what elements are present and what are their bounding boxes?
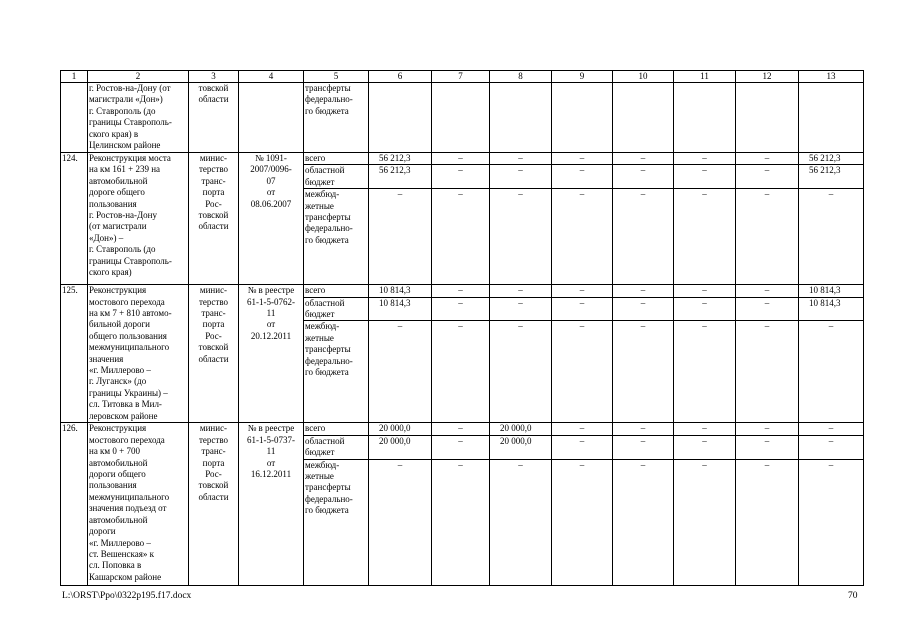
- value-col-6: 20 000,0: [369, 435, 432, 459]
- value-col-11: –: [674, 321, 736, 423]
- cell-value: [432, 83, 490, 153]
- value-col-12: –: [736, 165, 799, 189]
- value-col-7: –: [432, 423, 490, 435]
- object-name: Реконструкция моста на км 161 + 239 на автомобильной дороге общего пользования г. Ростов-на-Дону (от магистрали «Дон») – г. Ставрополь (до границы Ставрополь- ского края): [88, 153, 189, 285]
- value-col-11: –: [674, 423, 736, 435]
- executor: минис- терство транс- порта Рос- товской области: [189, 285, 239, 423]
- value-col-12: –: [736, 321, 799, 423]
- value-col-12: –: [736, 435, 799, 459]
- funding-source: областной бюджет: [304, 165, 369, 189]
- table-row: [61, 153, 864, 165]
- registry-document: № в реестре 61-1-5-0737- 11 от 16.12.2011: [239, 423, 304, 585]
- value-col-12: –: [736, 153, 799, 165]
- table-row: [61, 285, 864, 297]
- value-col-11: –: [674, 189, 736, 285]
- funding-source: межбюд- жетные трансферты федерально- го бюджета: [304, 189, 369, 285]
- col-number-1: 1: [61, 71, 88, 83]
- table-row-continued: [61, 83, 864, 153]
- page-number: 70: [848, 591, 858, 601]
- registry-document: № в реестре 61-1-5-0762- 11 от 20.12.2011: [239, 285, 304, 423]
- funding-source: областной бюджет: [304, 297, 369, 321]
- value-col-8: –: [490, 285, 552, 297]
- value-col-10: –: [613, 435, 674, 459]
- funding-source: всего: [304, 153, 369, 165]
- funding-source: всего: [304, 423, 369, 435]
- value-col-11: –: [674, 459, 736, 585]
- cell-value: [490, 83, 552, 153]
- value-col-13: 56 212,3: [799, 165, 864, 189]
- value-col-8: 20 000,0: [490, 423, 552, 435]
- value-col-9: –: [552, 153, 613, 165]
- col-number-10: 10: [613, 71, 674, 83]
- value-col-9: –: [552, 435, 613, 459]
- cell-source: трансферты федерально- го бюджета: [304, 83, 369, 153]
- value-col-12: –: [736, 423, 799, 435]
- col-number-12: 12: [736, 71, 799, 83]
- col-number-6: 6: [369, 71, 432, 83]
- value-col-6: 10 814,3: [369, 285, 432, 297]
- column-number-row: [61, 71, 864, 83]
- object-name: Реконструкция мостового перехода на км 0 + 700 автомобильной дороги общего пользования межмуниципального значения подъезд от автомобильной дороги «г. Миллерово – ст. Вешенская» к сл. Поповка в Кашарском районе: [88, 423, 189, 585]
- funding-source: межбюд- жетные трансферты федерально- го бюджета: [304, 459, 369, 585]
- value-col-6: 56 212,3: [369, 153, 432, 165]
- value-col-11: –: [674, 297, 736, 321]
- value-col-7: –: [432, 321, 490, 423]
- value-col-13: –: [799, 189, 864, 285]
- value-col-10: –: [613, 153, 674, 165]
- value-col-7: –: [432, 153, 490, 165]
- cell-value: [552, 83, 613, 153]
- value-col-13: –: [799, 459, 864, 585]
- value-col-7: –: [432, 165, 490, 189]
- col-number-11: 11: [674, 71, 736, 83]
- value-col-7: –: [432, 435, 490, 459]
- value-col-8: 20 000,0: [490, 435, 552, 459]
- value-col-7: –: [432, 189, 490, 285]
- value-col-7: –: [432, 459, 490, 585]
- value-col-13: 10 814,3: [799, 285, 864, 297]
- value-col-6: –: [369, 321, 432, 423]
- col-number-2: 2: [88, 71, 189, 83]
- value-col-9: –: [552, 189, 613, 285]
- table-row: [61, 423, 864, 435]
- cell-value: [369, 83, 432, 153]
- funding-source: областной бюджет: [304, 435, 369, 459]
- value-col-11: –: [674, 285, 736, 297]
- value-col-6: 20 000,0: [369, 423, 432, 435]
- funding-source: межбюд- жетные трансферты федерально- го бюджета: [304, 321, 369, 423]
- value-col-8: –: [490, 165, 552, 189]
- value-col-11: –: [674, 165, 736, 189]
- cell-value: [613, 83, 674, 153]
- value-col-11: –: [674, 435, 736, 459]
- executor: минис- терство транс- порта Рос- товской области: [189, 153, 239, 285]
- col-number-13: 13: [799, 71, 864, 83]
- value-col-13: 10 814,3: [799, 297, 864, 321]
- value-col-10: –: [613, 297, 674, 321]
- value-col-9: –: [552, 423, 613, 435]
- value-col-10: –: [613, 459, 674, 585]
- cell-document: [239, 83, 304, 153]
- col-number-5: 5: [304, 71, 369, 83]
- value-col-13: 56 212,3: [799, 153, 864, 165]
- value-col-10: –: [613, 321, 674, 423]
- value-col-12: –: [736, 189, 799, 285]
- cell-executor: товской области: [189, 83, 239, 153]
- value-col-9: –: [552, 285, 613, 297]
- row-number: 125.: [61, 285, 88, 423]
- value-col-7: –: [432, 297, 490, 321]
- cell-num: [61, 83, 88, 153]
- row-number: 126.: [61, 423, 88, 585]
- value-col-8: –: [490, 459, 552, 585]
- value-col-9: –: [552, 297, 613, 321]
- value-col-8: –: [490, 153, 552, 165]
- value-col-12: –: [736, 285, 799, 297]
- value-col-9: –: [552, 459, 613, 585]
- executor: минис- терство транс- порта Рос- товской области: [189, 423, 239, 585]
- footer-file-path: L:\ORST\Ppo\0322p195.f17.docx: [62, 591, 192, 601]
- value-col-13: –: [799, 423, 864, 435]
- value-col-8: –: [490, 189, 552, 285]
- cell-value: [799, 83, 864, 153]
- value-col-7: –: [432, 285, 490, 297]
- value-col-12: –: [736, 459, 799, 585]
- value-col-12: –: [736, 297, 799, 321]
- value-col-6: –: [369, 459, 432, 585]
- funding-source: всего: [304, 285, 369, 297]
- col-number-3: 3: [189, 71, 239, 83]
- value-col-11: –: [674, 153, 736, 165]
- value-col-6: –: [369, 189, 432, 285]
- program-table: [60, 70, 864, 586]
- value-col-9: –: [552, 321, 613, 423]
- value-col-10: –: [613, 423, 674, 435]
- object-name: Реконструкция мостового перехода на км 7 + 810 автомо- бильной дороги общего пользования межмуниципального значения «г. Миллерово – г. Луганск» (до границы Украины) – сл. Титовка в Мил- леровском районе: [88, 285, 189, 423]
- col-number-9: 9: [552, 71, 613, 83]
- value-col-6: 56 212,3: [369, 165, 432, 189]
- value-col-10: –: [613, 285, 674, 297]
- col-number-7: 7: [432, 71, 490, 83]
- cell-object-name: г. Ростов-на-Дону (от магистрали «Дон») г. Ставрополь (до границы Ставрополь- ского края) в Целинском районе: [88, 83, 189, 153]
- value-col-9: –: [552, 165, 613, 189]
- value-col-8: –: [490, 297, 552, 321]
- value-col-10: –: [613, 189, 674, 285]
- registry-document: № 1091- 2007/0096- 07 от 08.06.2007: [239, 153, 304, 285]
- col-number-4: 4: [239, 71, 304, 83]
- value-col-13: –: [799, 435, 864, 459]
- value-col-10: –: [613, 165, 674, 189]
- cell-value: [674, 83, 736, 153]
- cell-value: [736, 83, 799, 153]
- value-col-13: –: [799, 321, 864, 423]
- row-number: 124.: [61, 153, 88, 285]
- value-col-8: –: [490, 321, 552, 423]
- value-col-6: 10 814,3: [369, 297, 432, 321]
- col-number-8: 8: [490, 71, 552, 83]
